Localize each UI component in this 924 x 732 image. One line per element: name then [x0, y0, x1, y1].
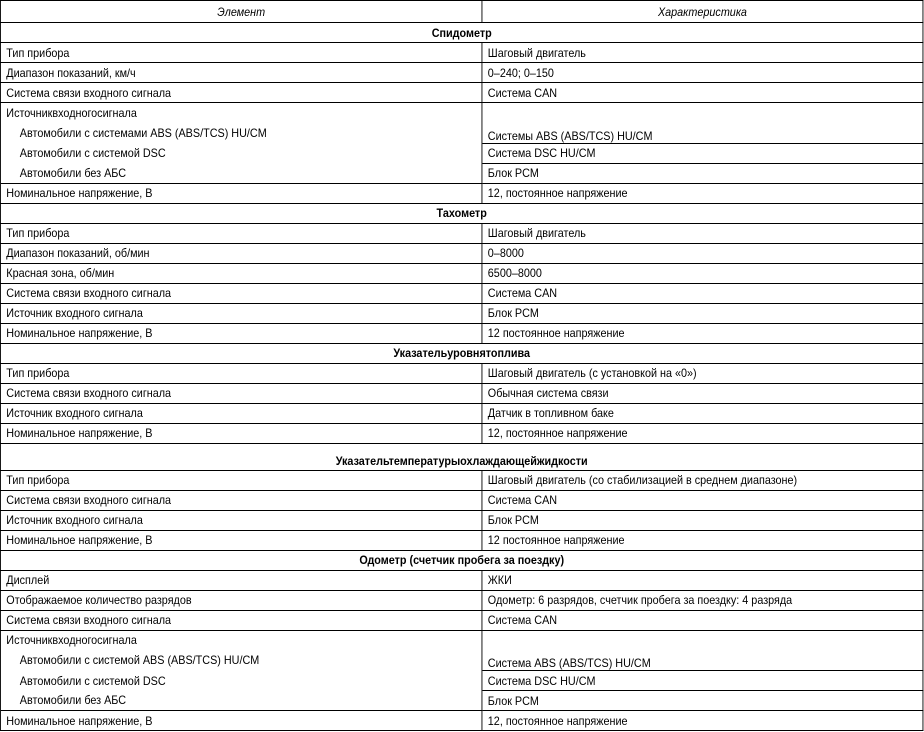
row-label: Система связи входного сигнала — [0, 283, 481, 303]
row-value: Блок PCM — [482, 303, 923, 323]
header-characteristic: Характеристика — [482, 1, 923, 23]
row-label: Система связи входного сигнала — [0, 83, 481, 103]
table-row — [0, 671, 922, 691]
table-row — [0, 143, 922, 163]
table-body — [0, 23, 922, 731]
row-value: 6500–8000 — [482, 263, 923, 283]
table-row — [0, 470, 922, 490]
row-label: Тип прибора — [0, 470, 481, 490]
row-label: Источник входного сигнала — [0, 510, 481, 530]
row-label: Диапазон показаний, об/мин — [0, 243, 481, 263]
header-element: Элемент — [0, 1, 481, 23]
row-value: Система DSC HU/CM — [482, 143, 923, 163]
table-row — [0, 83, 922, 103]
table-row — [0, 183, 922, 203]
table-row — [0, 323, 922, 343]
row-value: Система CAN — [482, 610, 923, 630]
table-row — [0, 490, 922, 510]
row-label: Номинальное напряжение, В — [0, 183, 481, 203]
row-label: Автомобили с системой ABS (ABS/TCS) HU/CM — [0, 650, 481, 671]
row-value: Система CAN — [482, 83, 923, 103]
section-row — [0, 550, 922, 570]
row-value — [482, 630, 923, 650]
section-title: Спидометр — [0, 23, 922, 43]
row-label: Система связи входного сигнала — [0, 383, 481, 403]
row-label: Источник входного сигнала — [0, 303, 481, 323]
row-label: Система связи входного сигнала — [0, 610, 481, 630]
table-row — [0, 43, 922, 63]
row-value: 0–8000 — [482, 243, 923, 263]
section-title: Указательтемпературыохлаждающейжидкости — [0, 443, 922, 470]
table-row — [0, 403, 922, 423]
table-row — [0, 691, 922, 711]
table-row — [0, 303, 922, 323]
row-label: Источниквходногосигнала — [0, 103, 481, 123]
row-label: Красная зона, об/мин — [0, 263, 481, 283]
table-row — [0, 263, 922, 283]
row-label: Автомобили с системой DSC — [0, 143, 481, 163]
row-value: 12 постоянное напряжение — [482, 323, 923, 343]
table-row — [0, 590, 922, 610]
row-value: Шаговый двигатель (со стабилизацией в среднем диапазоне) — [482, 470, 923, 490]
table-row — [0, 122, 922, 143]
row-value: Система CAN — [482, 283, 923, 303]
table-row — [0, 530, 922, 550]
row-label: Тип прибора — [0, 223, 481, 243]
table-row — [0, 650, 922, 671]
row-value: Системы ABS (ABS/TCS) HU/CM — [482, 122, 923, 143]
row-label: Дисплей — [0, 570, 481, 590]
table-row — [0, 363, 922, 383]
row-value: Система CAN — [482, 490, 923, 510]
table-row — [0, 223, 922, 243]
row-value: Система DSC HU/CM — [482, 671, 923, 691]
row-label: Диапазон показаний, км/ч — [0, 63, 481, 83]
section-row — [0, 23, 922, 43]
row-label: Номинальное напряжение, В — [0, 323, 481, 343]
row-value: 0–240; 0–150 — [482, 63, 923, 83]
row-value: Шаговый двигатель (с установкой на «0») — [482, 363, 923, 383]
table-row — [0, 570, 922, 590]
table-row — [0, 630, 922, 650]
row-value: 12 постоянное напряжение — [482, 530, 923, 550]
table-row — [0, 103, 922, 123]
row-label: Номинальное напряжение, В — [0, 711, 481, 731]
row-value: 12, постоянное напряжение — [482, 423, 923, 443]
section-title: Одометр (счетчик пробега за поездку) — [0, 550, 922, 570]
section-title: Указательуровнятоплива — [0, 343, 922, 363]
row-value: Датчик в топливном баке — [482, 403, 923, 423]
row-label: Автомобили с системами ABS (ABS/TCS) HU/CM — [0, 122, 481, 143]
row-value: Обычная система связи — [482, 383, 923, 403]
row-label: Автомобили с системой DSC — [0, 671, 481, 691]
table-row — [0, 711, 922, 731]
row-value: Шаговый двигатель — [482, 223, 923, 243]
row-value: Шаговый двигатель — [482, 43, 923, 63]
table-row — [0, 383, 922, 403]
row-value: ЖКИ — [482, 570, 923, 590]
header-row — [0, 1, 922, 23]
table-row — [0, 510, 922, 530]
row-value: Одометр: 6 разрядов, счетчик пробега за поездку: 4 разряда — [482, 590, 923, 610]
table-row — [0, 610, 922, 630]
table-row — [0, 63, 922, 83]
section-row — [0, 443, 922, 470]
row-label: Номинальное напряжение, В — [0, 423, 481, 443]
row-value: 12, постоянное напряжение — [482, 183, 923, 203]
section-row — [0, 203, 922, 223]
row-label: Тип прибора — [0, 43, 481, 63]
row-label: Отображаемое количество разрядов — [0, 590, 481, 610]
row-label: Источник входного сигнала — [0, 403, 481, 423]
table-row — [0, 283, 922, 303]
table-row — [0, 423, 922, 443]
row-label: Тип прибора — [0, 363, 481, 383]
row-label: Автомобили без АБС — [0, 163, 481, 183]
row-label: Источниквходногосигнала — [0, 630, 481, 650]
section-title: Тахометр — [0, 203, 922, 223]
row-value: Блок PCM — [482, 163, 923, 183]
row-value: Блок PCM — [482, 691, 923, 711]
row-value — [482, 103, 923, 123]
row-label: Номинальное напряжение, В — [0, 530, 481, 550]
row-label: Автомобили без АБС — [0, 691, 481, 711]
row-value: Блок PCM — [482, 510, 923, 530]
row-value: Система ABS (ABS/TCS) HU/CM — [482, 650, 923, 671]
row-value: 12, постоянное напряжение — [482, 711, 923, 731]
row-label: Система связи входного сигнала — [0, 490, 481, 510]
section-row — [0, 343, 922, 363]
table-row — [0, 243, 922, 263]
table-row — [0, 163, 922, 183]
